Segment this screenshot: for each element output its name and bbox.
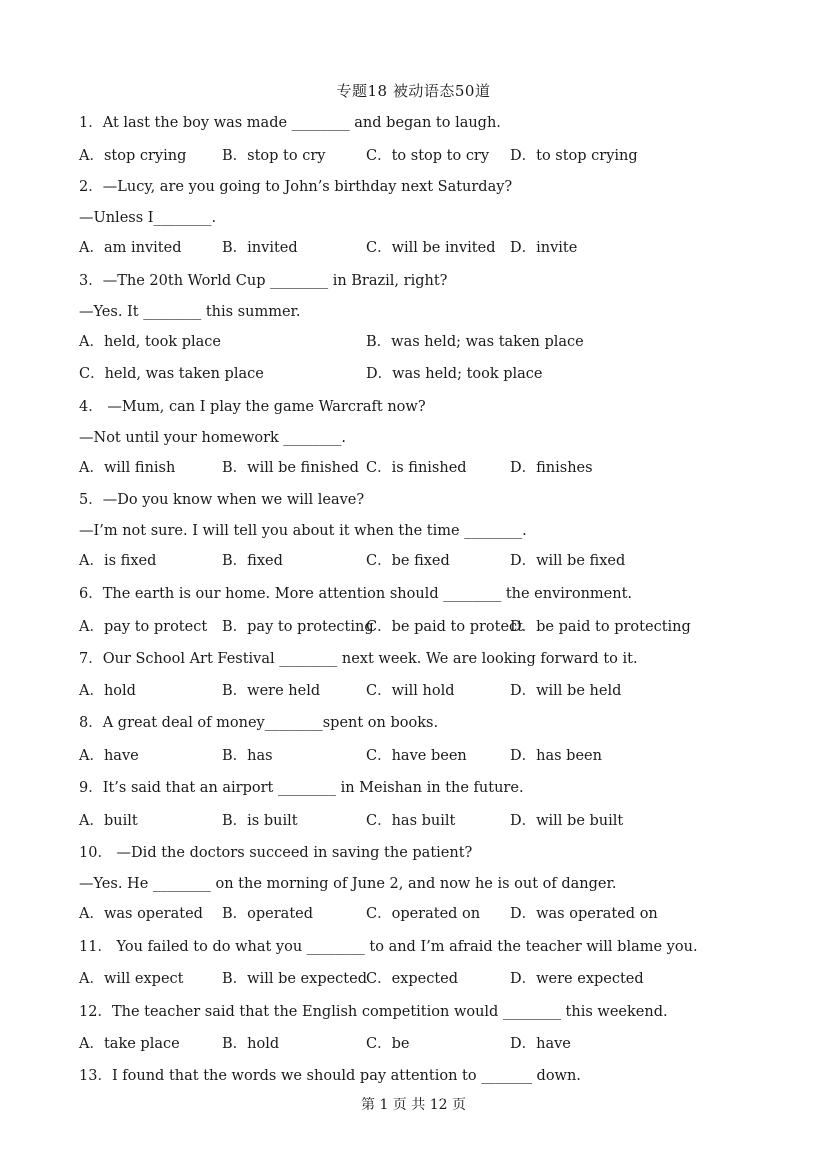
question-8-stem: 8．A great deal of money________spent on books. (79, 715, 439, 731)
question-1-option-d: D．to stop crying (510, 148, 638, 164)
question-5-option-c: C．be fixed (366, 553, 450, 569)
page-title: 专题18 被动语态50道 (336, 82, 491, 100)
question-11-option-d: D．were expected (510, 971, 644, 987)
question-7-option-d: D．will be held (510, 683, 622, 699)
question-8-option-d: D．has been (510, 748, 602, 764)
question-5-option-b: B．fixed (222, 553, 283, 569)
question-4-option-a: A．will finish (79, 460, 176, 476)
question-6-option-a: A．pay to protect (79, 619, 208, 635)
question-3-option-b: B．was held; was taken place (366, 334, 584, 350)
question-6-option-d: D．be paid to protecting (510, 619, 691, 635)
question-12-option-a: A．take place (79, 1036, 180, 1052)
question-4-option-d: D．finishes (510, 460, 593, 476)
question-2-option-c: C．will be invited (366, 240, 496, 256)
question-7-option-b: B．were held (222, 683, 321, 699)
question-3-option-d: D．was held; took place (366, 366, 543, 382)
question-3-stem: 3．—The 20th World Cup ________ in Brazil, right? (79, 273, 448, 289)
question-10-option-c: C．operated on (366, 906, 481, 922)
question-4-option-c: C．is finished (366, 460, 467, 476)
question-10-option-b: B．operated (222, 906, 314, 922)
question-9-option-a: A．built (79, 813, 138, 829)
question-6-option-c: C．be paid to protect (366, 619, 523, 635)
question-10-option-d: D．was operated on (510, 906, 658, 922)
question-13-stem: 13．I found that the words we should pay attention to _______ down. (79, 1068, 581, 1084)
question-2-option-d: D．invite (510, 240, 578, 256)
question-4-option-b: B．will be finished (222, 460, 359, 476)
question-7-option-a: A．hold (79, 683, 136, 699)
question-12-stem: 12．The teacher said that the English competition would ________ this weekend. (79, 1004, 668, 1020)
question-2-option-b: B．invited (222, 240, 298, 256)
question-12-option-b: B．hold (222, 1036, 280, 1052)
question-9-option-d: D．will be built (510, 813, 624, 829)
question-11-option-b: B．will be expected (222, 971, 367, 987)
question-9-stem: 9．It’s said that an airport ________ in Meishan in the future. (79, 780, 524, 796)
question-1-stem: 1．At last the boy was made ________ and began to laugh. (79, 115, 501, 131)
question-6-option-b: B．pay to protecting (222, 619, 374, 635)
question-3-stem-line-2: —Yes. It ________ this summer. (79, 304, 301, 320)
question-8-option-b: B．has (222, 748, 273, 764)
question-12-option-c: C．be (366, 1036, 410, 1052)
question-3-option-a: A．held, took place (79, 334, 221, 350)
question-8-option-a: A．have (79, 748, 139, 764)
question-2-option-a: A．am invited (79, 240, 182, 256)
question-6-stem: 6．The earth is our home. More attention should ________ the environment. (79, 586, 633, 602)
question-1-option-b: B．stop to cry (222, 148, 326, 164)
question-10-option-a: A．was operated (79, 906, 203, 922)
question-4-stem: 4． —Mum, can I play the game Warcraft now? (79, 399, 426, 415)
question-9-option-c: C．has built (366, 813, 456, 829)
question-5-option-a: A．is fixed (79, 553, 157, 569)
question-7-stem: 7．Our School Art Festival ________ next week. We are looking forward to it. (79, 651, 638, 667)
question-5-stem: 5．—Do you know when we will leave? (79, 492, 365, 508)
question-11-option-a: A．will expect (79, 971, 184, 987)
question-11-option-c: C．expected (366, 971, 459, 987)
question-9-option-b: B．is built (222, 813, 298, 829)
question-8-option-c: C．have been (366, 748, 467, 764)
question-12-option-d: D．have (510, 1036, 571, 1052)
question-10-stem-line-2: —Yes. He ________ on the morning of June 2, and now he is out of danger. (79, 876, 617, 892)
question-5-option-d: D．will be fixed (510, 553, 626, 569)
question-2-stem-line-2: —Unless I________. (79, 210, 217, 226)
question-4-stem-line-2: —Not until your homework ________. (79, 430, 347, 446)
question-7-option-c: C．will hold (366, 683, 455, 699)
question-10-stem: 10． —Did the doctors succeed in saving the patient? (79, 845, 473, 861)
question-5-stem-line-2: —I’m not sure. I will tell you about it when the time ________. (79, 523, 527, 539)
question-1-option-a: A．stop crying (79, 148, 187, 164)
question-1-option-c: C．to stop to cry (366, 148, 490, 164)
question-11-stem: 11． You failed to do what you ________ to and I’m afraid the teacher will blame you. (79, 939, 698, 955)
question-2-stem: 2．—Lucy, are you going to John’s birthday next Saturday? (79, 179, 513, 195)
page-footer: 第 1 页 共 12 页 (361, 1097, 466, 1113)
question-3-option-c: C．held, was taken place (79, 366, 264, 382)
